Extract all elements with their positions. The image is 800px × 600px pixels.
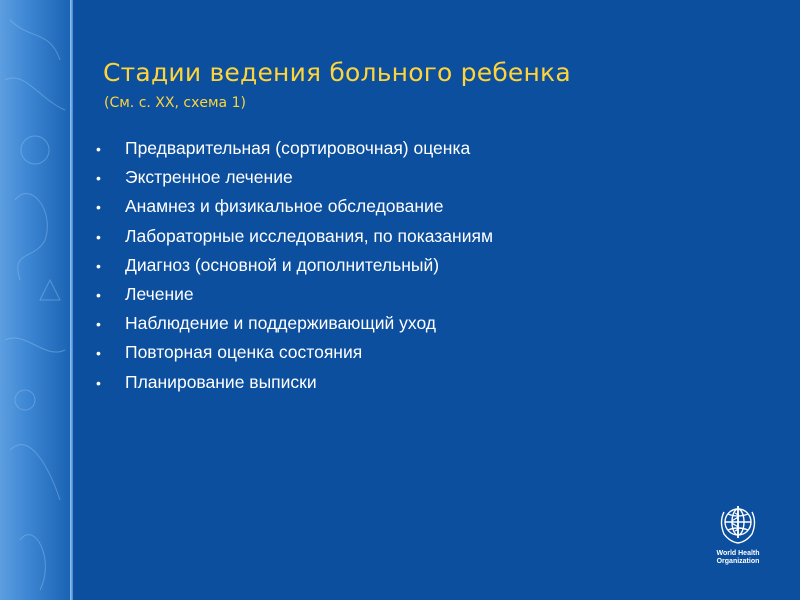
list-item (96, 167, 493, 196)
list-item-text: Наблюдение и поддерживающий уход (125, 313, 437, 334)
list-item-text: Анамнез и физикальное обследование (125, 196, 444, 217)
list-item-text: Повторная оценка состояния (125, 342, 363, 363)
logo-line-1: World Health (716, 550, 760, 557)
decorative-pattern-icon (0, 0, 70, 600)
list-item (96, 313, 493, 342)
list-item-text: Предварительная (сортировочная) оценка (125, 138, 471, 158)
bullet-icon: • (96, 257, 101, 274)
bullet-icon: • (96, 286, 101, 303)
bullet-icon: • (96, 374, 101, 391)
bullet-icon: • (96, 199, 101, 216)
list-item-text: Планирование выписки (125, 371, 317, 392)
list-item (96, 342, 493, 371)
bullet-icon: • (96, 170, 101, 187)
slide-subtitle: (См. с. XX, схема 1) (104, 95, 246, 111)
stages-list (96, 138, 493, 401)
band-edge-divider (70, 0, 73, 600)
who-logo (710, 500, 766, 570)
list-item (96, 372, 493, 401)
list-item (96, 196, 493, 225)
bullet-icon: • (96, 345, 101, 362)
bullet-icon: • (96, 141, 101, 157)
who-emblem-icon (716, 500, 760, 544)
list-item-text: Лечение (125, 283, 194, 304)
slide-title: Стадии ведения больного ребенка (103, 58, 571, 87)
list-item-text: Лабораторные исследования, по показаниям (125, 225, 493, 246)
bullet-icon: • (96, 316, 101, 333)
logo-line-2: Organization (716, 558, 760, 565)
list-item (96, 226, 493, 255)
list-item-text: Экстренное лечение (125, 167, 293, 188)
list-item (96, 255, 493, 284)
list-item (96, 284, 493, 313)
decorative-side-band (0, 0, 70, 600)
bullet-icon: • (96, 228, 101, 245)
list-item-text: Диагноз (основной и дополнительный) (125, 254, 440, 275)
list-item (96, 138, 493, 167)
